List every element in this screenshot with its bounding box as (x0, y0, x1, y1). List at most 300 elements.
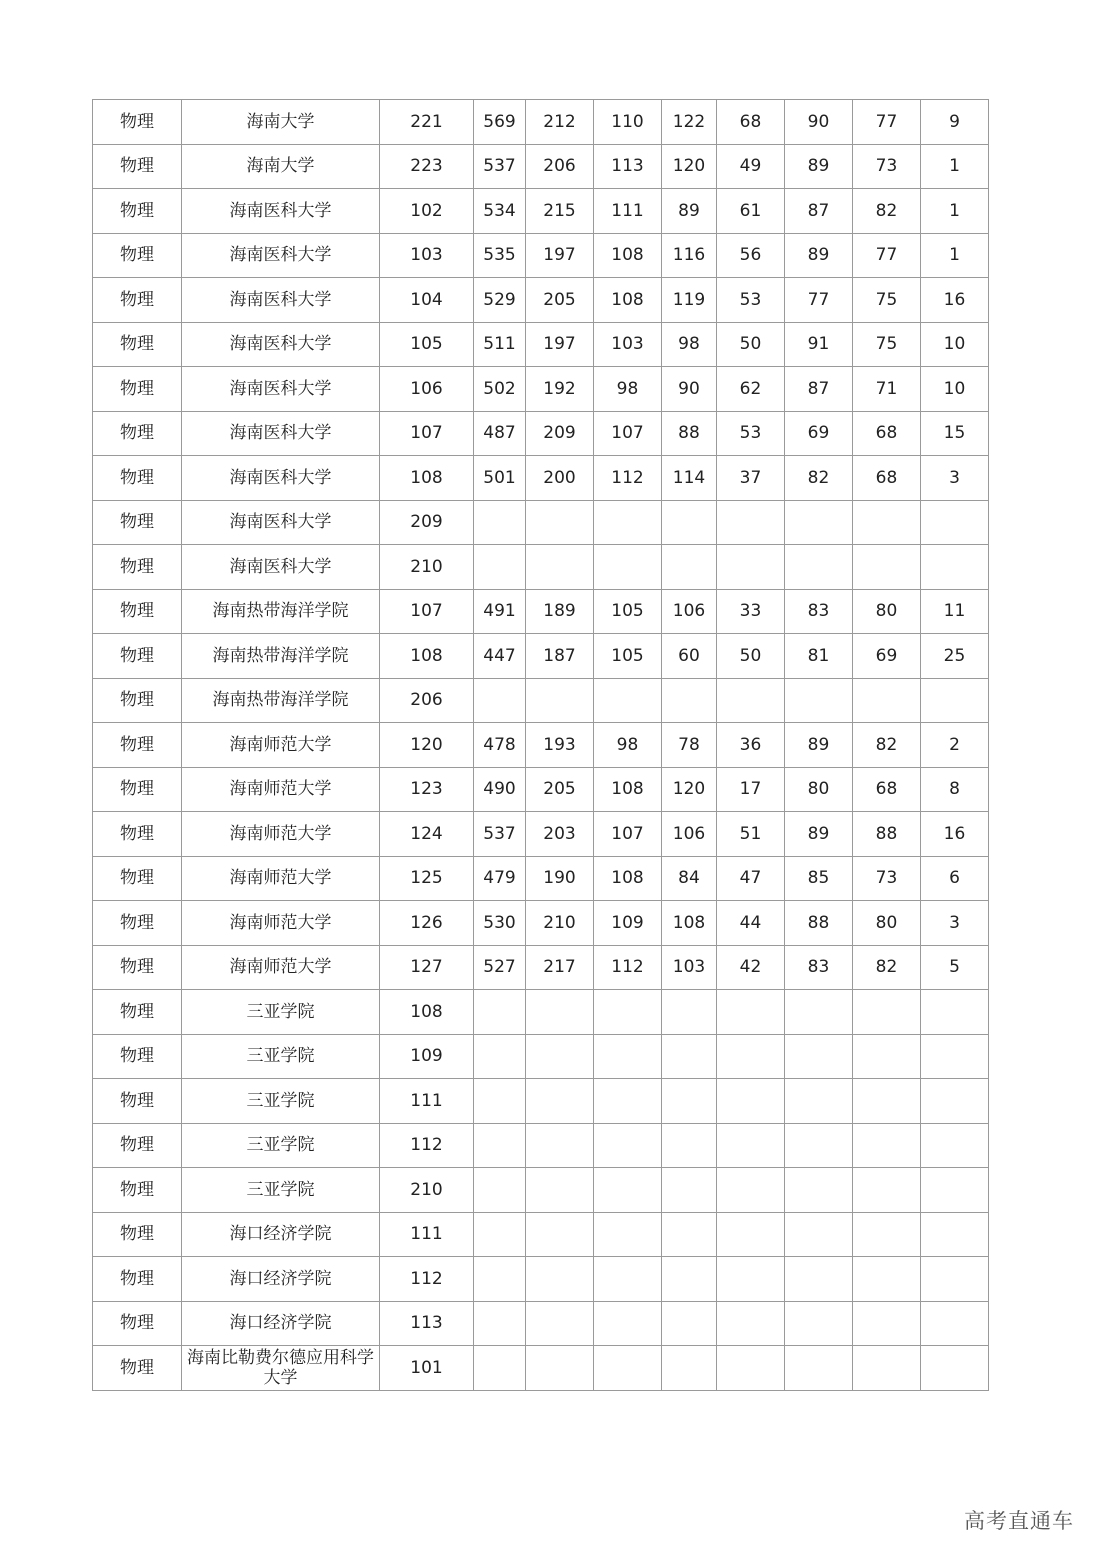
table-cell: 物理 (93, 278, 182, 323)
school-name-cell: 海南师范大学 (182, 856, 380, 901)
table-cell: 1 (921, 144, 989, 189)
table-cell: 112 (594, 456, 662, 501)
table-row (93, 1301, 989, 1346)
table-cell (474, 1212, 526, 1257)
table-cell: 77 (853, 100, 921, 145)
table-cell: 502 (474, 367, 526, 412)
table-cell: 78 (662, 723, 717, 768)
table-cell (662, 545, 717, 590)
table-cell (526, 1301, 594, 1346)
table-cell: 103 (662, 945, 717, 990)
table-cell: 物理 (93, 589, 182, 634)
table-cell (526, 1257, 594, 1302)
table-cell: 82 (853, 723, 921, 768)
table-cell (717, 678, 785, 723)
table-cell: 221 (380, 100, 474, 145)
table-cell (853, 1301, 921, 1346)
table-row (93, 812, 989, 857)
table-cell: 16 (921, 278, 989, 323)
table-row (93, 500, 989, 545)
table-cell: 104 (380, 278, 474, 323)
table-cell: 530 (474, 901, 526, 946)
table-cell: 物理 (93, 189, 182, 234)
table-cell (594, 1346, 662, 1391)
table-cell: 81 (785, 634, 853, 679)
table-cell: 80 (853, 589, 921, 634)
table-cell: 15 (921, 411, 989, 456)
table-cell: 197 (526, 322, 594, 367)
table-cell: 106 (662, 589, 717, 634)
table-cell: 物理 (93, 1212, 182, 1257)
table-cell: 187 (526, 634, 594, 679)
table-cell: 53 (717, 411, 785, 456)
table-cell (717, 1212, 785, 1257)
table-cell: 529 (474, 278, 526, 323)
table-cell (526, 1346, 594, 1391)
table-cell: 491 (474, 589, 526, 634)
table-cell (474, 678, 526, 723)
table-cell: 77 (853, 233, 921, 278)
table-cell (474, 1034, 526, 1079)
table-cell: 217 (526, 945, 594, 990)
table-cell: 1 (921, 233, 989, 278)
table-cell: 80 (785, 767, 853, 812)
table-cell: 50 (717, 322, 785, 367)
table-cell: 123 (380, 767, 474, 812)
table-cell (785, 1301, 853, 1346)
school-name-cell: 海南师范大学 (182, 945, 380, 990)
table-cell (662, 1346, 717, 1391)
table-cell (717, 1257, 785, 1302)
table-cell: 116 (662, 233, 717, 278)
table-cell: 1 (921, 189, 989, 234)
table-cell (853, 678, 921, 723)
table-cell: 物理 (93, 901, 182, 946)
watermark-text: 高考直通车 (964, 1509, 1074, 1533)
table-cell: 111 (594, 189, 662, 234)
table-cell: 物理 (93, 233, 182, 278)
school-name-cell: 海南师范大学 (182, 901, 380, 946)
table-cell: 103 (594, 322, 662, 367)
school-name-cell: 海南师范大学 (182, 767, 380, 812)
table-cell (662, 1168, 717, 1213)
table-cell: 69 (853, 634, 921, 679)
table-cell (662, 500, 717, 545)
table-row (93, 100, 989, 145)
table-cell: 108 (662, 901, 717, 946)
table-cell: 120 (662, 144, 717, 189)
table-cell (921, 990, 989, 1035)
table-row (93, 144, 989, 189)
table-cell (785, 500, 853, 545)
school-name-cell: 海南医科大学 (182, 411, 380, 456)
table-cell (785, 1123, 853, 1168)
table-cell: 17 (717, 767, 785, 812)
table-cell: 106 (662, 812, 717, 857)
table-cell (474, 1301, 526, 1346)
table-cell: 85 (785, 856, 853, 901)
table-cell (853, 1257, 921, 1302)
table-cell (717, 1301, 785, 1346)
table-cell: 69 (785, 411, 853, 456)
table-cell (785, 990, 853, 1035)
table-cell: 物理 (93, 456, 182, 501)
table-cell (853, 990, 921, 1035)
table-cell: 203 (526, 812, 594, 857)
table-cell: 210 (380, 1168, 474, 1213)
table-cell (526, 1123, 594, 1168)
table-cell (474, 545, 526, 590)
table-cell: 193 (526, 723, 594, 768)
table-cell: 527 (474, 945, 526, 990)
table-cell: 511 (474, 322, 526, 367)
table-cell: 98 (594, 723, 662, 768)
table-cell: 108 (380, 990, 474, 1035)
table-cell: 91 (785, 322, 853, 367)
table-cell (526, 1168, 594, 1213)
table-cell (717, 1034, 785, 1079)
table-cell: 物理 (93, 1301, 182, 1346)
table-cell: 50 (717, 634, 785, 679)
table-cell: 89 (785, 144, 853, 189)
table-cell: 88 (662, 411, 717, 456)
school-name-cell: 海口经济学院 (182, 1212, 380, 1257)
table-cell: 物理 (93, 1123, 182, 1168)
table-cell (921, 678, 989, 723)
table-cell (474, 990, 526, 1035)
table-cell: 物理 (93, 856, 182, 901)
table-cell: 200 (526, 456, 594, 501)
table-cell: 113 (594, 144, 662, 189)
table-cell (921, 1301, 989, 1346)
table-cell: 89 (785, 812, 853, 857)
table-cell: 53 (717, 278, 785, 323)
school-name-cell: 三亚学院 (182, 1079, 380, 1124)
school-name-cell: 海南师范大学 (182, 812, 380, 857)
table-cell (853, 545, 921, 590)
school-name-cell: 海南热带海洋学院 (182, 678, 380, 723)
table-cell (785, 1079, 853, 1124)
table-row (93, 456, 989, 501)
school-name-cell: 海口经济学院 (182, 1257, 380, 1302)
table-cell: 物理 (93, 1079, 182, 1124)
table-cell: 33 (717, 589, 785, 634)
table-cell: 111 (380, 1212, 474, 1257)
table-cell (594, 500, 662, 545)
table-cell: 89 (785, 723, 853, 768)
table-cell (717, 500, 785, 545)
table-cell (526, 678, 594, 723)
table-row (93, 1168, 989, 1213)
table-cell (474, 500, 526, 545)
table-cell: 102 (380, 189, 474, 234)
table-cell (785, 678, 853, 723)
table-cell: 206 (526, 144, 594, 189)
table-cell (853, 1034, 921, 1079)
table-cell: 120 (662, 767, 717, 812)
table-cell (717, 990, 785, 1035)
table-cell (717, 1168, 785, 1213)
table-cell (594, 545, 662, 590)
table-cell (526, 545, 594, 590)
school-name-cell: 海南大学 (182, 144, 380, 189)
school-name-cell: 海南大学 (182, 100, 380, 145)
school-name-cell: 海南医科大学 (182, 456, 380, 501)
table-cell: 109 (594, 901, 662, 946)
table-cell: 物理 (93, 634, 182, 679)
table-cell (717, 1079, 785, 1124)
table-cell (853, 1079, 921, 1124)
table-cell: 物理 (93, 545, 182, 590)
table-cell: 物理 (93, 322, 182, 367)
table-cell (594, 1034, 662, 1079)
table-cell: 3 (921, 901, 989, 946)
table-cell (474, 1168, 526, 1213)
table-cell: 210 (526, 901, 594, 946)
table-cell: 569 (474, 100, 526, 145)
table-cell (717, 1346, 785, 1391)
table-cell: 73 (853, 856, 921, 901)
table-cell (785, 1168, 853, 1213)
table-row (93, 589, 989, 634)
table-cell: 88 (853, 812, 921, 857)
table-cell: 16 (921, 812, 989, 857)
table-cell: 106 (380, 367, 474, 412)
table-cell (662, 990, 717, 1035)
table-cell: 80 (853, 901, 921, 946)
table-cell: 125 (380, 856, 474, 901)
table-row (93, 545, 989, 590)
table-cell (662, 1257, 717, 1302)
table-cell (785, 1346, 853, 1391)
table-cell: 6 (921, 856, 989, 901)
table-cell (594, 1168, 662, 1213)
table-cell: 124 (380, 812, 474, 857)
table-cell (662, 1079, 717, 1124)
table-cell: 112 (594, 945, 662, 990)
table-cell: 114 (662, 456, 717, 501)
table-cell (594, 1079, 662, 1124)
table-cell (594, 1123, 662, 1168)
table-cell: 82 (853, 189, 921, 234)
table-cell: 98 (662, 322, 717, 367)
table-cell (474, 1346, 526, 1391)
table-cell: 68 (853, 411, 921, 456)
table-cell: 物理 (93, 411, 182, 456)
table-cell (717, 1123, 785, 1168)
table-cell: 物理 (93, 367, 182, 412)
table-cell: 205 (526, 278, 594, 323)
table-cell: 212 (526, 100, 594, 145)
table-cell (785, 545, 853, 590)
table-cell: 205 (526, 767, 594, 812)
school-name-cell: 海南医科大学 (182, 233, 380, 278)
table-cell: 62 (717, 367, 785, 412)
table-row (93, 1212, 989, 1257)
table-cell (594, 1301, 662, 1346)
table-cell: 83 (785, 589, 853, 634)
table-cell: 68 (853, 767, 921, 812)
table-cell: 112 (380, 1123, 474, 1168)
school-name-cell: 海南医科大学 (182, 500, 380, 545)
table-cell (785, 1212, 853, 1257)
table-row (93, 723, 989, 768)
table-row (93, 678, 989, 723)
table-cell: 68 (853, 456, 921, 501)
table-cell (853, 1346, 921, 1391)
table-cell: 75 (853, 278, 921, 323)
table-cell: 192 (526, 367, 594, 412)
table-cell: 87 (785, 367, 853, 412)
table-cell (662, 1034, 717, 1079)
table-cell: 109 (380, 1034, 474, 1079)
table-cell: 56 (717, 233, 785, 278)
table-cell: 8 (921, 767, 989, 812)
table-cell: 51 (717, 812, 785, 857)
table-cell: 210 (380, 545, 474, 590)
table-cell: 73 (853, 144, 921, 189)
table-cell: 物理 (93, 945, 182, 990)
table-cell: 物理 (93, 1257, 182, 1302)
table-cell: 47 (717, 856, 785, 901)
table-cell: 44 (717, 901, 785, 946)
table-row (93, 322, 989, 367)
table-row (93, 1123, 989, 1168)
table-row (93, 767, 989, 812)
table-cell: 534 (474, 189, 526, 234)
table-row (93, 1034, 989, 1079)
table-cell: 25 (921, 634, 989, 679)
table-cell: 84 (662, 856, 717, 901)
table-cell (594, 678, 662, 723)
school-name-cell: 海南医科大学 (182, 545, 380, 590)
table-cell: 5 (921, 945, 989, 990)
table-cell: 490 (474, 767, 526, 812)
table-row (93, 901, 989, 946)
table-cell: 478 (474, 723, 526, 768)
table-cell: 107 (594, 411, 662, 456)
table-cell: 108 (380, 634, 474, 679)
table-cell (474, 1257, 526, 1302)
table-cell: 物理 (93, 767, 182, 812)
table-cell: 103 (380, 233, 474, 278)
table-body (93, 100, 989, 1391)
table-cell: 190 (526, 856, 594, 901)
table-cell: 75 (853, 322, 921, 367)
table-cell: 206 (380, 678, 474, 723)
table-cell (526, 500, 594, 545)
table-row (93, 278, 989, 323)
table-cell: 197 (526, 233, 594, 278)
table-cell: 3 (921, 456, 989, 501)
table-cell: 535 (474, 233, 526, 278)
table-cell (785, 1257, 853, 1302)
table-cell (921, 1212, 989, 1257)
table-row (93, 1346, 989, 1391)
table-cell: 物理 (93, 100, 182, 145)
table-cell (526, 990, 594, 1035)
table-cell (526, 1212, 594, 1257)
table-row (93, 1079, 989, 1124)
school-name-cell: 海口经济学院 (182, 1301, 380, 1346)
table-row (93, 1257, 989, 1302)
table-cell (594, 990, 662, 1035)
table-cell (921, 1079, 989, 1124)
table-cell: 10 (921, 322, 989, 367)
table-cell: 107 (380, 589, 474, 634)
table-cell: 105 (380, 322, 474, 367)
table-cell: 108 (594, 767, 662, 812)
table-cell (921, 1034, 989, 1079)
table-cell (594, 1212, 662, 1257)
table-cell: 108 (594, 856, 662, 901)
table-cell (853, 500, 921, 545)
table-row (93, 990, 989, 1035)
table-cell: 物理 (93, 144, 182, 189)
school-name-cell: 三亚学院 (182, 990, 380, 1035)
school-name-cell: 海南热带海洋学院 (182, 589, 380, 634)
table-cell: 2 (921, 723, 989, 768)
table-cell (853, 1123, 921, 1168)
table-cell: 10 (921, 367, 989, 412)
table-cell: 105 (594, 589, 662, 634)
table-cell: 537 (474, 812, 526, 857)
table-cell: 37 (717, 456, 785, 501)
table-row (93, 945, 989, 990)
school-name-cell: 海南医科大学 (182, 367, 380, 412)
table-cell (853, 1212, 921, 1257)
school-name-cell: 三亚学院 (182, 1123, 380, 1168)
table-cell (474, 1123, 526, 1168)
table-cell: 105 (594, 634, 662, 679)
table-cell (662, 1301, 717, 1346)
table-cell: 49 (717, 144, 785, 189)
table-cell: 209 (526, 411, 594, 456)
table-cell: 111 (380, 1079, 474, 1124)
table-cell: 36 (717, 723, 785, 768)
table-cell (474, 1079, 526, 1124)
table-cell: 113 (380, 1301, 474, 1346)
school-name-cell: 三亚学院 (182, 1034, 380, 1079)
table-cell: 223 (380, 144, 474, 189)
table-cell: 108 (594, 278, 662, 323)
table-cell: 107 (380, 411, 474, 456)
table-cell: 110 (594, 100, 662, 145)
score-table (92, 99, 989, 1391)
table-cell: 89 (785, 233, 853, 278)
table-cell: 42 (717, 945, 785, 990)
table-cell: 90 (662, 367, 717, 412)
table-cell: 物理 (93, 812, 182, 857)
table-cell (921, 545, 989, 590)
table-cell: 479 (474, 856, 526, 901)
table-cell: 98 (594, 367, 662, 412)
table-cell (921, 1123, 989, 1168)
table-cell: 209 (380, 500, 474, 545)
table-cell: 物理 (93, 678, 182, 723)
table-cell: 物理 (93, 990, 182, 1035)
school-name-cell: 海南热带海洋学院 (182, 634, 380, 679)
table-row (93, 189, 989, 234)
table-cell (921, 1346, 989, 1391)
school-name-cell: 海南医科大学 (182, 322, 380, 367)
table-cell: 89 (662, 189, 717, 234)
table-cell: 501 (474, 456, 526, 501)
table-cell: 90 (785, 100, 853, 145)
school-name-cell: 海南比勒费尔德应用科学大学 (182, 1346, 380, 1391)
table-row (93, 856, 989, 901)
table-cell: 88 (785, 901, 853, 946)
